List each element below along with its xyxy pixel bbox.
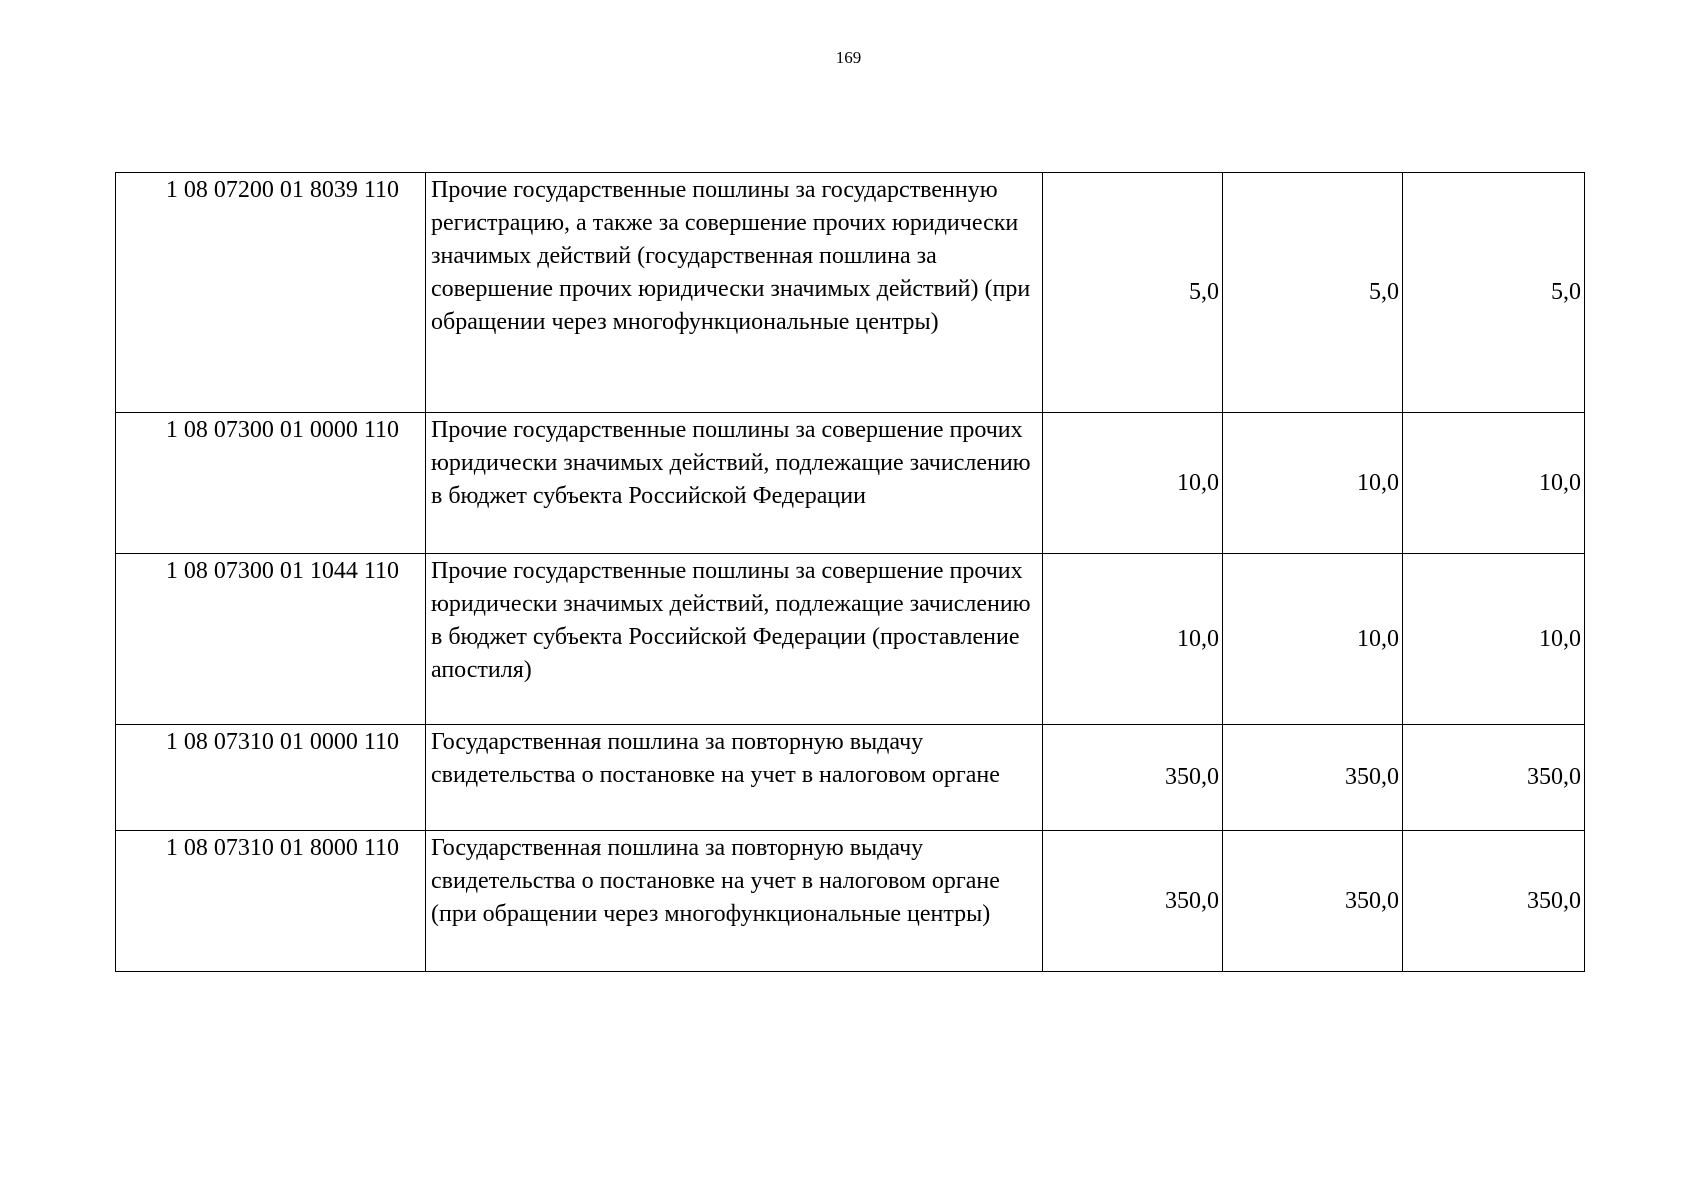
budget-code-cell: 1 08 07200 01 8039 110 — [116, 173, 426, 413]
table-row — [116, 725, 1585, 831]
budget-table — [115, 172, 1585, 972]
table-row — [116, 173, 1585, 413]
description-cell: Прочие государственные пошлины за государственную регистрацию, а также за совершение прочих юридически значимых действий (государственная пошлина за совершение прочих юридически значимых действий) (при обращении через многофункциональные центры) — [426, 173, 1043, 413]
table-row — [116, 554, 1585, 725]
value-cell-year-2: 5,0 — [1223, 173, 1403, 413]
value-cell-year-1: 10,0 — [1043, 413, 1223, 554]
value-cell-year-1: 350,0 — [1043, 725, 1223, 831]
value-cell-year-2: 10,0 — [1223, 554, 1403, 725]
description-cell: Прочие государственные пошлины за совершение прочих юридически значимых действий, подлежащие зачислению в бюджет субъекта Российской Федерации — [426, 413, 1043, 554]
value-cell-year-1: 5,0 — [1043, 173, 1223, 413]
value-cell-year-2: 350,0 — [1223, 831, 1403, 972]
description-cell: Государственная пошлина за повторную выдачу свидетельства о постановке на учет в налоговом органе (при обращении через многофункциональные центры) — [426, 831, 1043, 972]
value-cell-year-2: 10,0 — [1223, 413, 1403, 554]
table-row — [116, 413, 1585, 554]
value-cell-year-2: 350,0 — [1223, 725, 1403, 831]
budget-code-cell: 1 08 07300 01 0000 110 — [116, 413, 426, 554]
budget-code-cell: 1 08 07310 01 0000 110 — [116, 725, 426, 831]
budget-code-cell: 1 08 07300 01 1044 110 — [116, 554, 426, 725]
value-cell-year-3: 10,0 — [1403, 554, 1585, 725]
budget-code-cell: 1 08 07310 01 8000 110 — [116, 831, 426, 972]
value-cell-year-3: 350,0 — [1403, 725, 1585, 831]
value-cell-year-1: 10,0 — [1043, 554, 1223, 725]
value-cell-year-3: 350,0 — [1403, 831, 1585, 972]
description-cell: Государственная пошлина за повторную выдачу свидетельства о постановке на учет в налоговом органе — [426, 725, 1043, 831]
value-cell-year-3: 5,0 — [1403, 173, 1585, 413]
description-cell: Прочие государственные пошлины за совершение прочих юридически значимых действий, подлежащие зачислению в бюджет субъекта Российской Федерации (проставление апостиля) — [426, 554, 1043, 725]
value-cell-year-3: 10,0 — [1403, 413, 1585, 554]
table-row — [116, 831, 1585, 972]
value-cell-year-1: 350,0 — [1043, 831, 1223, 972]
page-number: 169 — [835, 48, 862, 67]
